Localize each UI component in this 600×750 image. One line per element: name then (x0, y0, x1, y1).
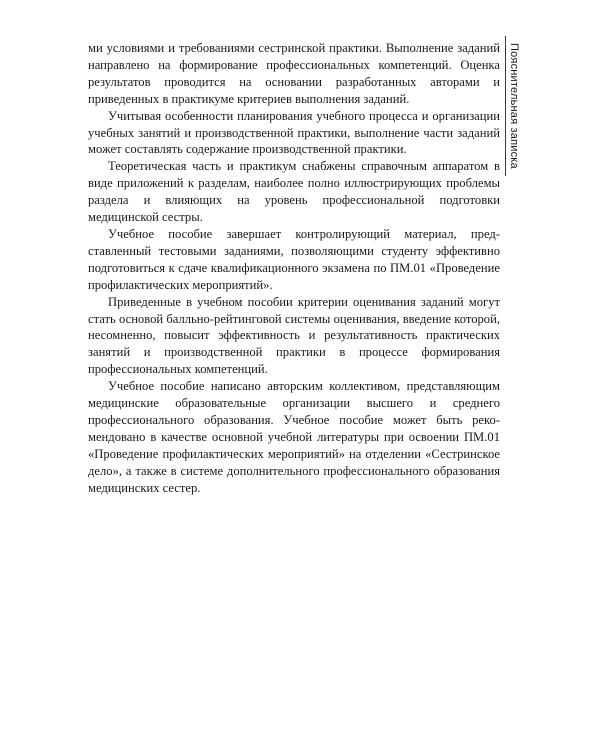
page-body-text (88, 40, 500, 496)
paragraph: Приведенные в учебном пособии критерии оценивания заданий могут стать основой балльно-рейтинговой системы оценивания, введение которой, несомненно, повысит эффективность и результативность практических занятий и производственной практики в процессе формирования профессиональных компетенций. (88, 294, 500, 377)
paragraph: Учебное пособие завершает контролирующий материал, представленный тестовыми заданиями, позволяющими студенту эффективно подготовиться к сдаче квалификационного экзамена по ПМ.01 «Проведение профилактических мероприятий». (88, 226, 500, 292)
paragraph: Теоретическая часть и практикум снабжены справочным аппаратом в виде приложений к разделам, наиболее полно иллюстрирующих проблемы раздела и влияющих на уровень профессиональной подготовки медицинской сестры. (88, 159, 500, 225)
running-header: Пояснительная записка (508, 43, 520, 169)
paragraph-continued: ми условиями и требованиями сестринской практики. Выполнение заданий направлено на формирование профессиональных компетенций. Оценка результатов проводится на основании разработанных авторами и приведенных в практикуме критериев выполнения заданий. (88, 41, 500, 106)
side-header-rule (505, 36, 506, 176)
paragraph: Учебное пособие написано авторским коллективом, представляющим медицинские образовательные организации высшего и среднего профессионального образования. Учебное пособие может быть рекомендовано в качестве основной учебной литературы при освоении ПМ.01 «Проведение профилактических мероприятий» на отделении «Сестринское дело», а также в системе дополнительного профессионального образования медицинских сестер. (88, 379, 500, 495)
paragraph: Учитывая особенности планирования учебного процесса и организации учебных занятий и производственной практики, выполнение части заданий может составлять содержание производственной практики. (88, 108, 500, 157)
